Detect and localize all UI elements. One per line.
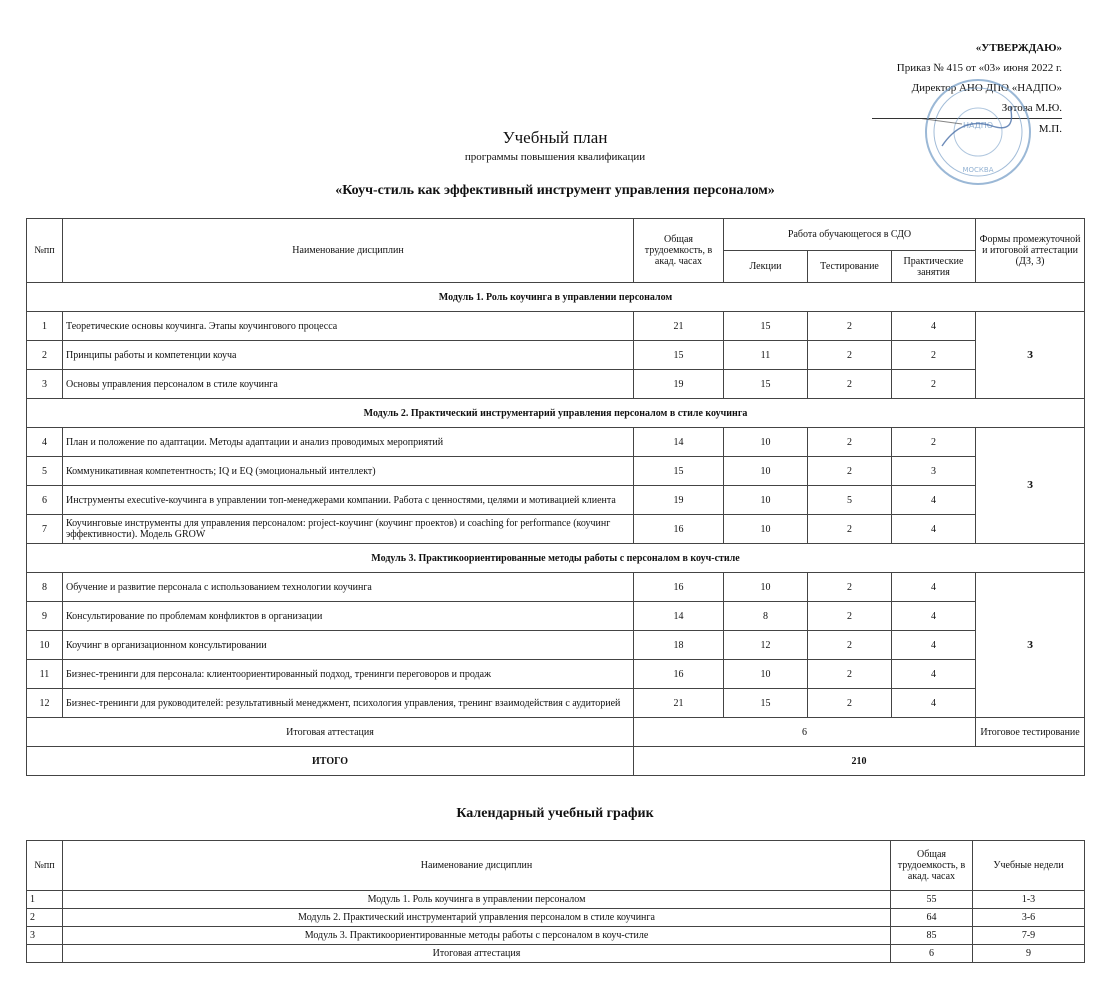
table-row: [27, 927, 1085, 945]
header-lectures: Лекции: [724, 251, 808, 283]
row-name: Коучинговые инструменты для управления персоналом: project-коучинг (коучинг проектов) и coaching for performance (коучинг эффективности). Модель GROW: [63, 515, 634, 544]
cal-row-weeks: 3-6: [973, 909, 1085, 927]
row-testing: 2: [808, 370, 892, 399]
row-num: 8: [27, 573, 63, 602]
table-row: [27, 689, 1085, 718]
row-testing: 2: [808, 631, 892, 660]
header-name: Наименование дисциплин: [63, 219, 634, 283]
row-name: Коммуникативная компетентность; IQ и EQ (эмоциональный интеллект): [63, 457, 634, 486]
cal-row-num: [27, 945, 63, 963]
module-row: [27, 544, 1085, 573]
header-num: №пп: [27, 219, 63, 283]
row-name: Теоретические основы коучинга. Этапы коучингового процесса: [63, 312, 634, 341]
module-title: Модуль 1. Роль коучинга в управлении персоналом: [27, 283, 1085, 312]
approval-signer: Зотова М.Ю.: [872, 98, 1062, 119]
row-total: 16: [634, 515, 724, 544]
cal-row-weeks: 9: [973, 945, 1085, 963]
row-num: 4: [27, 428, 63, 457]
row-lectures: 10: [724, 457, 808, 486]
row-num: 9: [27, 602, 63, 631]
cal-header-name: Наименование дисциплин: [63, 841, 891, 891]
row-testing: 2: [808, 515, 892, 544]
cal-row-weeks: 1-3: [973, 891, 1085, 909]
row-lectures: 10: [724, 573, 808, 602]
row-lectures: 15: [724, 370, 808, 399]
approval-order: Приказ № 415 от «03» июня 2022 г.: [896, 62, 1062, 74]
row-total: 16: [634, 573, 724, 602]
row-total: 21: [634, 312, 724, 341]
table-row: [27, 515, 1085, 544]
row-total: 21: [634, 689, 724, 718]
cal-row-name: Модуль 2. Практический инструментарий управления персоналом в стиле коучинга: [63, 909, 891, 927]
module-row: [27, 399, 1085, 428]
row-lectures: 15: [724, 312, 808, 341]
approval-stamp-place: М.П.: [1038, 123, 1062, 135]
total-label: ИТОГО: [27, 747, 634, 776]
row-name: План и положение по адаптации. Методы адаптации и анализ проводимых мероприятий: [63, 428, 634, 457]
table-row: [27, 341, 1085, 370]
row-num: 5: [27, 457, 63, 486]
row-testing: 2: [808, 312, 892, 341]
row-practice: 2: [892, 341, 976, 370]
final-hours: 6: [634, 718, 976, 747]
row-lectures: 10: [724, 660, 808, 689]
final-label: Итоговая аттестация: [27, 718, 634, 747]
table-row: [27, 945, 1085, 963]
row-total: 19: [634, 370, 724, 399]
table-row: [27, 909, 1085, 927]
module-form: З: [976, 312, 1085, 399]
cal-header-num: №пп: [27, 841, 63, 891]
cal-row-total: 6: [891, 945, 973, 963]
cal-header-weeks: Учебные недели: [973, 841, 1085, 891]
row-testing: 2: [808, 457, 892, 486]
row-testing: 2: [808, 602, 892, 631]
seal-text-top: НАДПО: [962, 121, 994, 130]
table-row: [27, 486, 1085, 515]
row-lectures: 15: [724, 689, 808, 718]
row-num: 7: [27, 515, 63, 544]
table-row: [27, 428, 1085, 457]
row-practice: 4: [892, 660, 976, 689]
approval-heading: «УТВЕРЖДАЮ»: [975, 42, 1062, 54]
study-plan-body: [27, 283, 1085, 776]
row-total: 14: [634, 428, 724, 457]
row-testing: 2: [808, 573, 892, 602]
row-total: 15: [634, 341, 724, 370]
calendar-title: Календарный учебный график: [456, 806, 654, 821]
approval-director: Директор АНО ДПО «НАДПО»: [911, 82, 1062, 94]
cal-row-weeks: 7-9: [973, 927, 1085, 945]
cal-row-num: 3: [27, 927, 63, 945]
cal-row-name: Модуль 3. Практикоориентированные методы работы с персоналом в коуч-стиле: [63, 927, 891, 945]
cal-row-total: 55: [891, 891, 973, 909]
table-row: [27, 602, 1085, 631]
row-practice: 4: [892, 631, 976, 660]
cal-row-name: Модуль 1. Роль коучинга в управлении персоналом: [63, 891, 891, 909]
row-name: Принципы работы и компетенции коуча: [63, 341, 634, 370]
row-lectures: 8: [724, 602, 808, 631]
row-name: Инструменты executive-коучинга в управлении топ-менеджерами компании. Работа с ценностями, целями и мотивацией клиента: [63, 486, 634, 515]
row-practice: 4: [892, 573, 976, 602]
module-form: З: [976, 573, 1085, 718]
cal-row-total: 85: [891, 927, 973, 945]
module-title: Модуль 2. Практический инструментарий управления персоналом в стиле коучинга: [27, 399, 1085, 428]
row-testing: 2: [808, 689, 892, 718]
row-testing: 5: [808, 486, 892, 515]
module-row: [27, 283, 1085, 312]
row-lectures: 10: [724, 515, 808, 544]
header-total: Общая трудоемкость, в акад. часах: [634, 219, 724, 283]
row-lectures: 10: [724, 486, 808, 515]
table-row: [27, 631, 1085, 660]
cal-row-name: Итоговая аттестация: [63, 945, 891, 963]
row-practice: 2: [892, 428, 976, 457]
table-row: [27, 891, 1085, 909]
row-num: 10: [27, 631, 63, 660]
calendar-table: [26, 840, 1085, 963]
row-num: 3: [27, 370, 63, 399]
row-name: Бизнес-тренинги для руководителей: результативный менеджмент, психология управления, тренинг взаимодействия с аудиторией: [63, 689, 634, 718]
plan-title: Учебный план: [502, 128, 608, 147]
row-testing: 2: [808, 341, 892, 370]
header-forms: Формы промежуточной и итоговой аттестации (ДЗ, З): [976, 219, 1085, 283]
row-lectures: 11: [724, 341, 808, 370]
row-practice: 4: [892, 312, 976, 341]
row-name: Основы управления персоналом в стиле коучинга: [63, 370, 634, 399]
row-practice: 4: [892, 689, 976, 718]
row-total: 15: [634, 457, 724, 486]
cal-header-total: Общая трудоемкость, в акад. часах: [891, 841, 973, 891]
program-title: «Коуч-стиль как эффективный инструмент управления персоналом»: [335, 183, 775, 198]
table-row: [27, 370, 1085, 399]
study-plan-table: [26, 218, 1085, 776]
module-form: З: [976, 428, 1085, 544]
final-form: Итоговое тестирование: [976, 718, 1085, 747]
module-title: Модуль 3. Практикоориентированные методы работы с персоналом в коуч-стиле: [27, 544, 1085, 573]
table-row: [27, 573, 1085, 602]
row-num: 12: [27, 689, 63, 718]
row-testing: 2: [808, 660, 892, 689]
cal-row-num: 1: [27, 891, 63, 909]
total-row: [27, 747, 1085, 776]
row-name: Обучение и развитие персонала с использованием технологии коучинга: [63, 573, 634, 602]
row-lectures: 12: [724, 631, 808, 660]
row-num: 11: [27, 660, 63, 689]
table-row: [27, 457, 1085, 486]
seal-text-bottom: МОСКВА: [962, 166, 994, 174]
final-attestation-row: [27, 718, 1085, 747]
table-row: [27, 312, 1085, 341]
header-testing: Тестирование: [808, 251, 892, 283]
cal-row-num: 2: [27, 909, 63, 927]
row-num: 6: [27, 486, 63, 515]
cal-row-total: 64: [891, 909, 973, 927]
row-practice: 4: [892, 515, 976, 544]
row-total: 18: [634, 631, 724, 660]
row-practice: 2: [892, 370, 976, 399]
row-lectures: 10: [724, 428, 808, 457]
row-practice: 3: [892, 457, 976, 486]
row-name: Коучинг в организационном консультировании: [63, 631, 634, 660]
total-hours: 210: [634, 747, 1085, 776]
row-num: 2: [27, 341, 63, 370]
plan-subtitle: программы повышения квалификации: [464, 151, 646, 163]
row-practice: 4: [892, 602, 976, 631]
row-total: 16: [634, 660, 724, 689]
row-name: Бизнес-тренинги для персонала: клиентоориентированный подход, тренинги переговоров и продаж: [63, 660, 634, 689]
header-practice: Практические занятия: [892, 251, 976, 283]
row-testing: 2: [808, 428, 892, 457]
header-sdo: Работа обучающегося в СДО: [724, 219, 976, 251]
row-num: 1: [27, 312, 63, 341]
row-practice: 4: [892, 486, 976, 515]
table-row: [27, 660, 1085, 689]
row-total: 19: [634, 486, 724, 515]
row-name: Консультирование по проблемам конфликтов в организации: [63, 602, 634, 631]
row-total: 14: [634, 602, 724, 631]
